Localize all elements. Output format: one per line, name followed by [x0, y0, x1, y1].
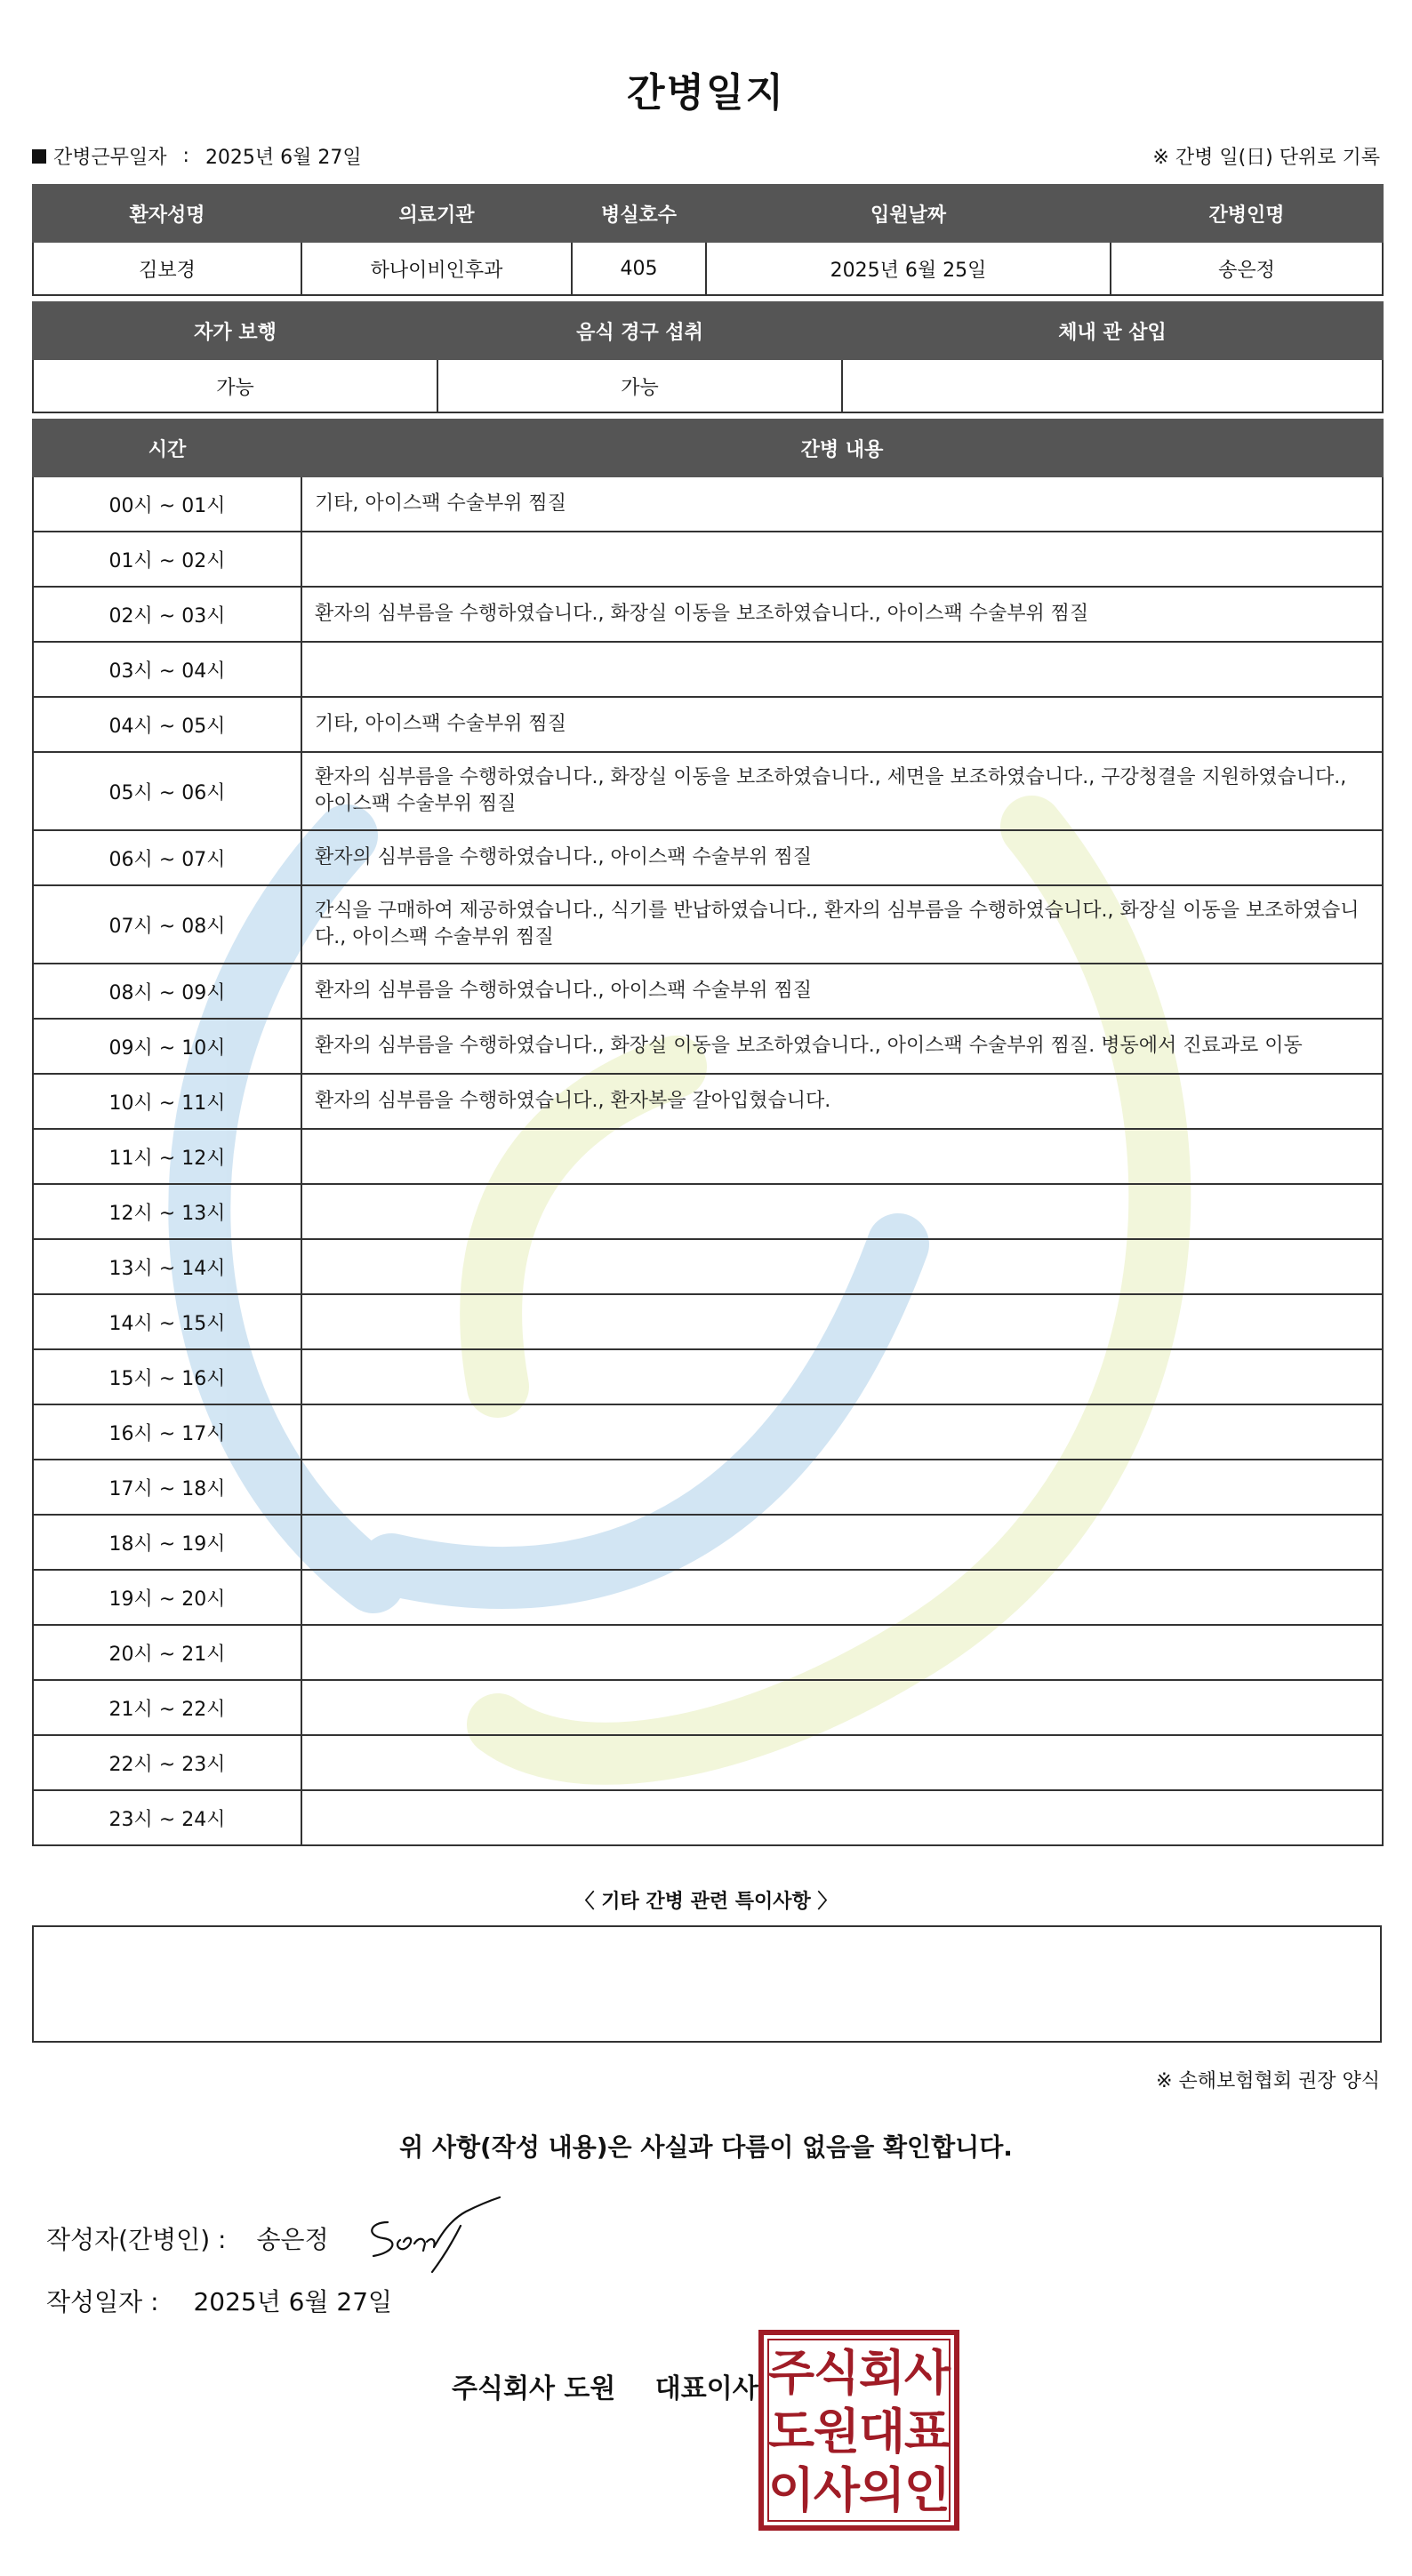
- room-number: 405: [572, 242, 706, 295]
- care-log-row: [33, 1570, 1383, 1625]
- handwritten-signature: [361, 2196, 512, 2276]
- care-log-row: [33, 1404, 1383, 1460]
- care-log-row: [33, 532, 1383, 587]
- log-time-cell: 23시 ~ 24시: [33, 1790, 301, 1845]
- special-notes-title: 〈 기타 간병 관련 특이사항 〉: [574, 1891, 838, 1913]
- care-log-row: [33, 1460, 1383, 1515]
- confirmation-statement: 위 사항(작성 내용)은 사실과 다름이 없음을 확인합니다.: [399, 2132, 1013, 2162]
- work-date-value: 2025년 6월 27일: [205, 147, 362, 169]
- log-time-cell: 11시 ~ 12시: [33, 1129, 301, 1184]
- written-date-value: 2025년 6월 27일: [193, 2287, 393, 2316]
- log-time-cell: 18시 ~ 19시: [33, 1515, 301, 1570]
- log-time-cell: 12시 ~ 13시: [33, 1184, 301, 1239]
- log-content-cell: [301, 1680, 1383, 1735]
- log-content-cell: 환자의 심부름을 수행하였습니다., 화장실 이동을 보조하였습니다., 아이스팩 수술부위 찜질. 병동에서 진료과로 이동: [301, 1019, 1383, 1074]
- log-content-cell: [301, 1515, 1383, 1570]
- care-log-row: [33, 752, 1383, 830]
- seal-character: 의: [858, 2462, 906, 2518]
- log-content-cell: [301, 1294, 1383, 1349]
- header-oral-intake: 음식 경구 섭취: [437, 302, 842, 359]
- patient-name: 김보경: [33, 242, 301, 295]
- care-log-row: [33, 1129, 1383, 1184]
- log-content-cell: [301, 1735, 1383, 1790]
- care-log-row: [33, 697, 1383, 752]
- log-time-cell: 15시 ~ 16시: [33, 1349, 301, 1404]
- log-time-cell: 03시 ~ 04시: [33, 642, 301, 697]
- log-time-cell: 02시 ~ 03시: [33, 587, 301, 642]
- special-notes-box: [32, 1925, 1382, 2043]
- header-admission-date: 입원날짜: [706, 185, 1111, 242]
- header-self-walking: 자가 보행: [33, 302, 437, 359]
- work-date-colon: :: [182, 145, 189, 167]
- log-time-cell: 20시 ~ 21시: [33, 1625, 301, 1680]
- seal-character: 이: [767, 2462, 815, 2518]
- care-log-row: [33, 1349, 1383, 1404]
- seal-character: 표: [903, 2404, 951, 2460]
- log-time-cell: 19시 ~ 20시: [33, 1570, 301, 1625]
- care-log-row: [33, 1074, 1383, 1129]
- seal-character: 사: [903, 2345, 951, 2401]
- care-log-row: [33, 1515, 1383, 1570]
- log-content-cell: [301, 642, 1383, 697]
- seal-character: 인: [903, 2462, 951, 2518]
- seal-character: 원: [813, 2404, 861, 2460]
- caregiver-name: 송은정: [1111, 242, 1383, 295]
- care-log-row: [33, 1735, 1383, 1790]
- care-log-row: [33, 1184, 1383, 1239]
- company-seal-stamp: [758, 2329, 960, 2532]
- writer-name: 송은정: [256, 2225, 329, 2254]
- care-log-row: [33, 476, 1383, 532]
- log-time-cell: 13시 ~ 14시: [33, 1239, 301, 1294]
- care-log-row: [33, 587, 1383, 642]
- care-log-row: [33, 1625, 1383, 1680]
- written-date-label: 작성일자 :: [46, 2287, 159, 2316]
- log-content-cell: 환자의 심부름을 수행하였습니다., 아이스팩 수술부위 찜질: [301, 830, 1383, 885]
- seal-character: 도: [767, 2404, 815, 2460]
- log-content-cell: [301, 1404, 1383, 1460]
- log-content-cell: [301, 1129, 1383, 1184]
- log-content-cell: 기타, 아이스팩 수술부위 찜질: [301, 697, 1383, 752]
- care-log-row: [33, 1680, 1383, 1735]
- seal-character: 식: [813, 2345, 861, 2401]
- hospital-name: 하나이비인후과: [301, 242, 572, 295]
- care-log-row: [33, 1019, 1383, 1074]
- company-line: [452, 2366, 758, 2405]
- oral-intake-value: 가능: [437, 359, 842, 412]
- log-time-cell: 06시 ~ 07시: [33, 830, 301, 885]
- log-time-cell: 22시 ~ 23시: [33, 1735, 301, 1790]
- header-patient-name: 환자성명: [33, 185, 301, 242]
- log-content-cell: [301, 1625, 1383, 1680]
- log-time-cell: 21시 ~ 22시: [33, 1680, 301, 1735]
- care-log-row: [33, 1294, 1383, 1349]
- written-date-line: [46, 2283, 392, 2318]
- log-content-cell: 간식을 구매하여 제공하였습니다., 식기를 반납하였습니다., 환자의 심부름을 수행하였습니다., 화장실 이동을 보조하였습니다., 아이스팩 수술부위 찜질: [301, 885, 1383, 964]
- care-log-row: [33, 964, 1383, 1019]
- log-content-cell: [301, 1570, 1383, 1625]
- log-content-cell: [301, 1790, 1383, 1845]
- daily-record-note: ※ 간병 일(日) 단위로 기록: [1152, 147, 1380, 169]
- log-time-cell: 04시 ~ 05시: [33, 697, 301, 752]
- seal-character: 회: [858, 2345, 906, 2401]
- representative-title: 대표이사: [654, 2373, 758, 2404]
- log-content-cell: 기타, 아이스팩 수술부위 찜질: [301, 476, 1383, 532]
- writer-line: [46, 2220, 329, 2256]
- work-date-line: [32, 142, 362, 170]
- patient-info-table: [32, 184, 1384, 296]
- log-content-cell: [301, 532, 1383, 587]
- admission-date: 2025년 6월 25일: [706, 242, 1111, 295]
- log-content-cell: 환자의 심부름을 수행하였습니다., 환자복을 갈아입혔습니다.: [301, 1074, 1383, 1129]
- log-content-cell: [301, 1239, 1383, 1294]
- log-time-cell: 16시 ~ 17시: [33, 1404, 301, 1460]
- care-log-row: [33, 830, 1383, 885]
- log-time-cell: 08시 ~ 09시: [33, 964, 301, 1019]
- log-content-cell: [301, 1349, 1383, 1404]
- bullet-square-icon: [32, 149, 46, 164]
- log-content-cell: 환자의 심부름을 수행하였습니다., 아이스팩 수술부위 찜질: [301, 964, 1383, 1019]
- header-time: 시간: [33, 420, 301, 476]
- header-hospital: 의료기관: [301, 185, 572, 242]
- header-care-content: 간병 내용: [301, 420, 1383, 476]
- self-walking-value: 가능: [33, 359, 437, 412]
- care-log-row: [33, 885, 1383, 964]
- header-tube-insertion: 체내 관 삽입: [842, 302, 1383, 359]
- log-time-cell: 14시 ~ 15시: [33, 1294, 301, 1349]
- form-source-note: ※ 손해보험협회 권장 양식: [1156, 2070, 1380, 2092]
- header-caregiver-name: 간병인명: [1111, 185, 1383, 242]
- log-content-cell: 환자의 심부름을 수행하였습니다., 화장실 이동을 보조하였습니다., 아이스팩 수술부위 찜질: [301, 587, 1383, 642]
- writer-label: 작성자(간병인) :: [46, 2225, 227, 2254]
- care-log-row: [33, 1239, 1383, 1294]
- log-time-cell: 01시 ~ 02시: [33, 532, 301, 587]
- company-name: 주식회사 도원: [452, 2373, 616, 2404]
- seal-character: 대: [858, 2404, 906, 2460]
- seal-character: 주: [767, 2345, 815, 2401]
- log-time-cell: 07시 ~ 08시: [33, 885, 301, 964]
- log-time-cell: 00시 ~ 01시: [33, 476, 301, 532]
- log-time-cell: 09시 ~ 10시: [33, 1019, 301, 1074]
- log-time-cell: 05시 ~ 06시: [33, 752, 301, 830]
- care-log-row: [33, 642, 1383, 697]
- log-content-cell: [301, 1184, 1383, 1239]
- seal-character: 사: [813, 2462, 861, 2518]
- log-time-cell: 10시 ~ 11시: [33, 1074, 301, 1129]
- tube-insertion-value: [842, 359, 1383, 412]
- page-title: 간병일지: [626, 70, 785, 116]
- care-log-row: [33, 1790, 1383, 1845]
- log-content-cell: 환자의 심부름을 수행하였습니다., 화장실 이동을 보조하였습니다., 세면을 보조하였습니다., 구강청결을 지원하였습니다., 아이스팩 수술부위 찜질: [301, 752, 1383, 830]
- patient-status-table: [32, 301, 1384, 413]
- care-log-table: [32, 419, 1384, 1846]
- work-date-label: 간병근무일자: [53, 147, 167, 169]
- log-content-cell: [301, 1460, 1383, 1515]
- header-room-number: 병실호수: [572, 185, 706, 242]
- log-time-cell: 17시 ~ 18시: [33, 1460, 301, 1515]
